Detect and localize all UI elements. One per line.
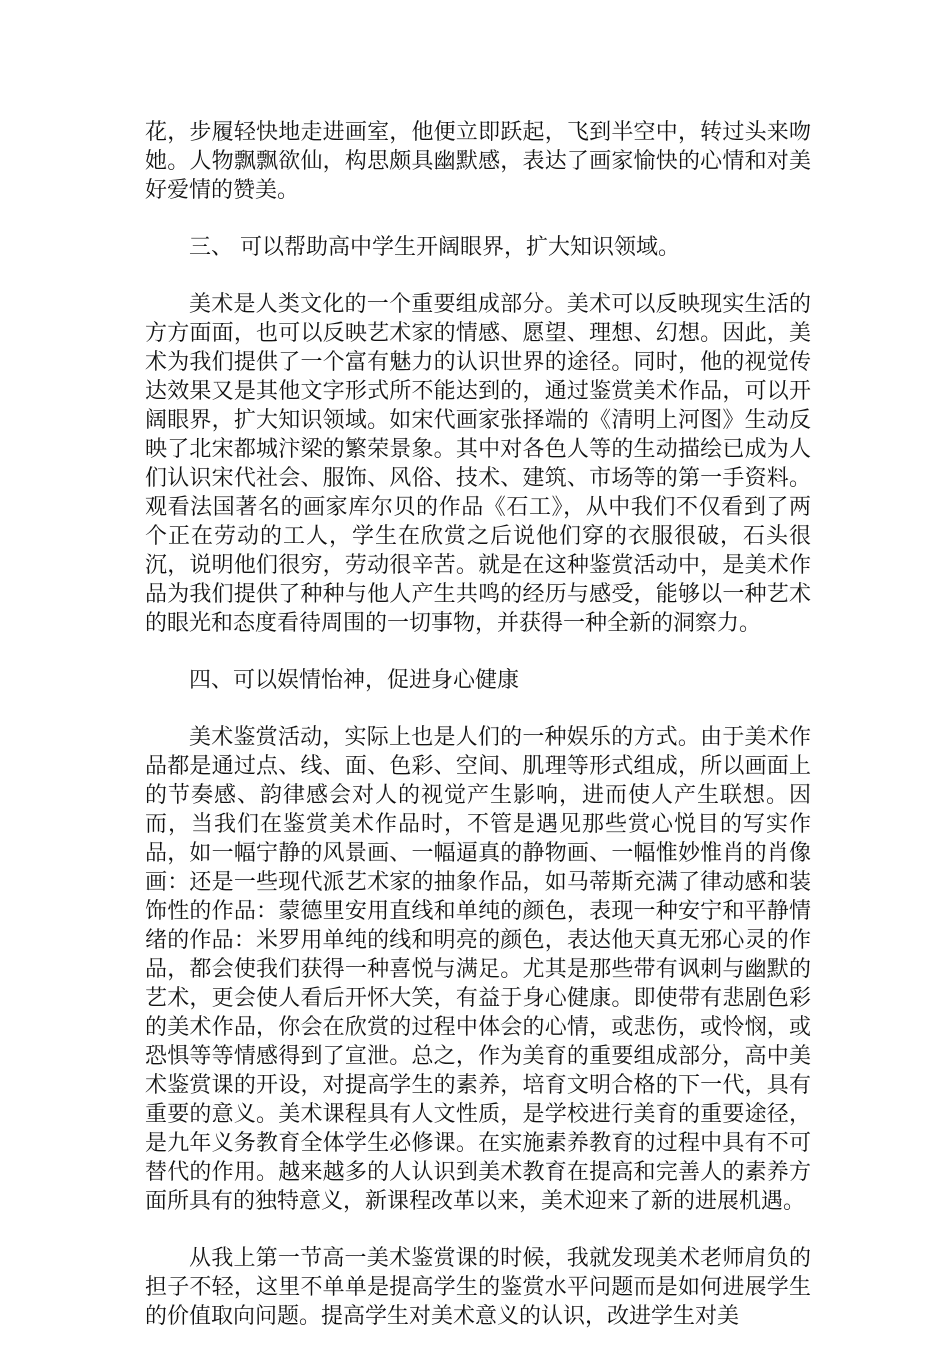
paragraph-entertainment: 美术鉴赏活动，实际上也是人们的一种娱乐的方式。由于美术作品都是通过点、线、面、色彩、空间、肌理等形式组成，所以画面上的节奏感、韵律感会对人的视觉产生影响，进而使人产生联想。因而，当我们在鉴赏美术作品时，不管是遇见那些赏心悦目的写实作品，如一幅宁静的风景画、一幅逼真的静物画、一幅惟妙惟肖的肖像画：还是一些现代派艺术家的抽象作品，如马蒂斯充满了律动感和装饰性的作品：蒙德里安用直线和单纯的颜色，表现一种安宁和平静情绪的作品：米罗用单纯的线和明亮的颜色，表达他天真无邪心灵的作品，都会使我们获得一种喜悦与满足。尤其是那些带有讽刺与幽默的艺术，更会使人看后开怀大笑，有益于身心健康。即使带有悲剧色彩的美术作品，你会在欣赏的过程中体会的心情，或悲伤，或怜悯，或恐惧等等情感得到了宣泄。总之，作为美育的重要组成部分，高中美术鉴赏课的开设，对提高学生的素养，培育文明合格的下一代，具有重要的意义。美术课程具有人文性质，是学校进行美育的重要途径，是九年义务教育全体学生必修课。在实施素养教育的过程中具有不可替代的作用。越来越多的人认识到美术教育在提高和完善人的素养方面所具有的独特意义，新课程改革以来，美术迎来了新的进展机遇。 xyxy=(145,725,811,1214)
paragraph-continuation: 花，步履轻快地走进画室，他便立即跃起，飞到半空中，转过头来吻她。人物飘飘欲仙，构思颇具幽默感，表达了画家愉快的心情和对美好爱情的赞美。 xyxy=(145,120,811,203)
paragraph-broaden-horizons: 美术是人类文化的一个重要组成部分。美术可以反映现实生活的方方面面，也可以反映艺术家的情感、愿望、理想、幻想。因此，美术为我们提供了一个富有魅力的认识世界的途径。同时，他的视觉传达效果又是其他文字形式所不能达到的，通过鉴赏美术作品，可以开阔眼界，扩大知识领域。如宋代画家张择端的《清明上河图》生动反映了北宋都城汴梁的繁荣景象。其中对各色人等的生动描绘已成为人们认识宋代社会、服饰、风俗、技术、建筑、市场等的第一手资料。观看法国著名的画家库尔贝的作品《石工》，从中我们不仅看到了两个正在劳动的工人，学生在欣赏之后说他们穿的衣服很破，石头很沉，说明他们很穷，劳动很辛苦。就是在这种鉴赏活动中，是美术作品为我们提供了种种与他人产生共鸣的经历与感受，能够以一种艺术的眼光和态度看待周围的一切事物，并获得一种全新的洞察力。 xyxy=(145,292,811,636)
section-heading-3: 三、 可以帮助高中学生开阔眼界，扩大知识领域。 xyxy=(189,235,680,260)
section-heading-4: 四、可以娱情怡神，促进身心健康 xyxy=(189,668,520,693)
paragraph-teacher-reflection: 从我上第一节高一美术鉴赏课的时候，我就发现美术老师肩负的担子不轻，这里不单单是提高学生的鉴赏水平问题而是如何进展学生的价值取向问题。提高学生对美术意义的认识，改进学生对美 xyxy=(145,1246,811,1329)
document-page xyxy=(145,118,811,1359)
